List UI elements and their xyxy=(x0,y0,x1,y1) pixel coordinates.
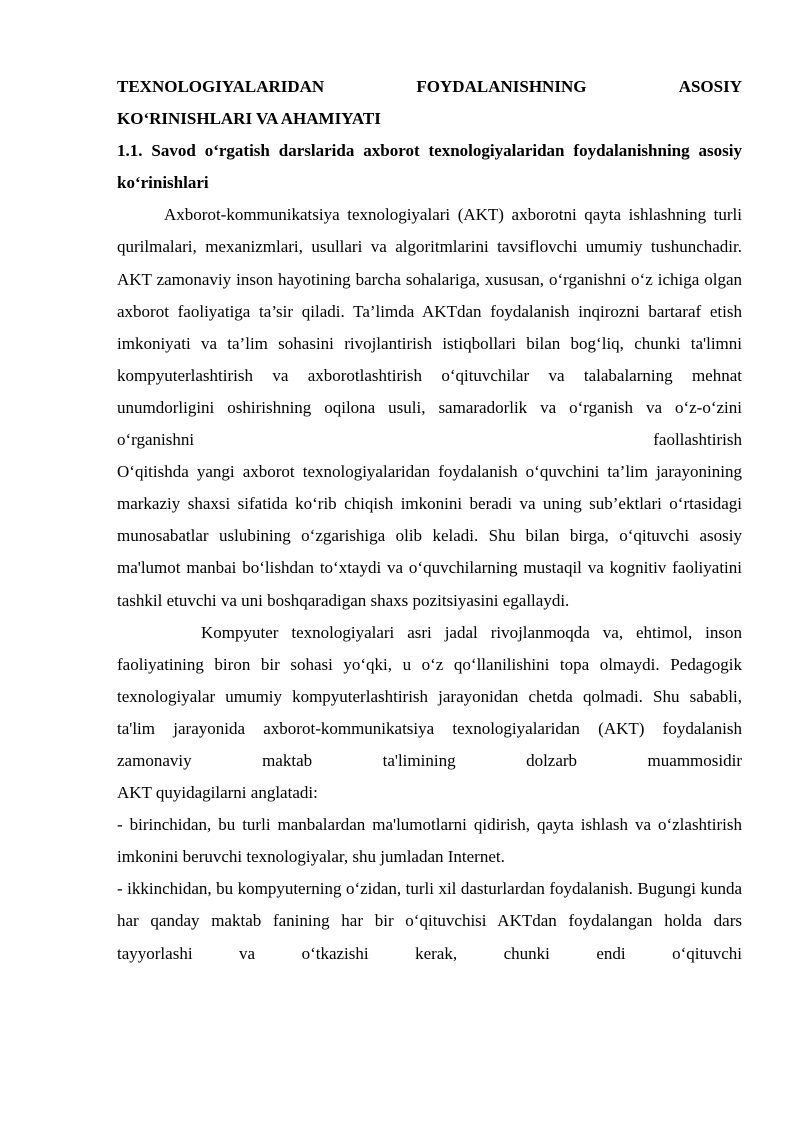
heading-line-1 xyxy=(117,71,742,103)
heading-word-1: TEXNOLOGIYALARIDAN xyxy=(117,77,325,96)
list-item-second: - ikkinchidan, bu kompyuterning o‘zidan, turli xil dasturlardan foydalanish. Bugungi kunda har qanday maktab fanining har bir o‘qituvchisi AKTdan foydalangan holda dars tayyorlashi va o‘tkazishi kerak, chunki endi o‘qituvchi xyxy=(117,879,742,963)
heading-line-2: KO‘RINISHLARI VA AHAMIYATI xyxy=(117,109,381,129)
heading-word-3: ASOSIY xyxy=(678,77,742,96)
list-item-first: - birinchidan, bu turli manbalardan ma'lumotlarni qidirish, qayta ishlash va o‘zlashtirish imkonini beruvchi texnologiyalar, shu jumladan Internet. xyxy=(117,815,742,867)
document-page xyxy=(117,71,742,970)
heading-word-2: FOYDALANISHNING xyxy=(416,77,587,96)
paragraph-akt-means: AKT quyidagilarni anglatadi: xyxy=(117,783,318,803)
paragraph-new-technologies: O‘qitishda yangi axborot texnologiyalaridan foydalanish o‘quvchini ta’lim jarayonining markaziy shaxsi sifatida ko‘rib chiqish imkonini beradi va uning sub’ektlari o‘rtasidagi munosabatlar uslubining o‘zgarishiga olib keladi. Shu bilan birga, o‘qituvchi asosiy ma'lumot manbai bo‘lishdan to‘xtaydi va o‘quvchilarning mustaqil va kognitiv faoliyatini tashkil etuvchi va uni boshqaradigan shaxs pozitsiyasini egallaydi. xyxy=(117,462,742,610)
paragraph-akt-definition: Axborot-kommunikatsiya texnologiyalari (AKT) axborotni qayta ishlashning turli qurilmalari, mexanizmlari, usullari va algoritmlarini tavsiflovchi umumiy tushunchadir. AKT zamonaviy inson hayotining barcha sohalariga, xususan, o‘rganishni o‘z ichiga olgan axborot faoliyatiga ta’sir qiladi. Ta’limda AKTdan foydalanish inqirozni bartaraf etish imkoniyati va ta’lim sohasini rivojlantirish istiqbollari bilan bog‘liq, chunki ta'limni kompyuterlashtirish va axborotlashtirish o‘qituvchilar va talabalarning mehnat unumdorligini oshirishning oqilona usuli, samaradorlik va o‘rganish va o‘z-o‘zini o‘rganishni faollashtirish xyxy=(117,205,742,450)
section-subheading: 1.1. Savod o‘rgatish darslarida axborot texnologiyalaridan foydalanishning asosiy ko‘rinishlari xyxy=(117,141,742,193)
paragraph-computer-technologies: Kompyuter texnologiyalari asri jadal rivojlanmoqda va, ehtimol, inson faoliyatining biron bir sohasi yo‘qki, u o‘z qo‘llanilishini topa olmaydi. Pedagogik texnologiyalar umumiy kompyuterlashtirish jarayonidan chetda qolmadi. Shu sababli, ta'lim jarayonida axborot-kommunikatsiya texnologiyalaridan (AKT) foydalanish zamonaviy maktab ta'limining dolzarb muammosidir xyxy=(117,622,742,770)
